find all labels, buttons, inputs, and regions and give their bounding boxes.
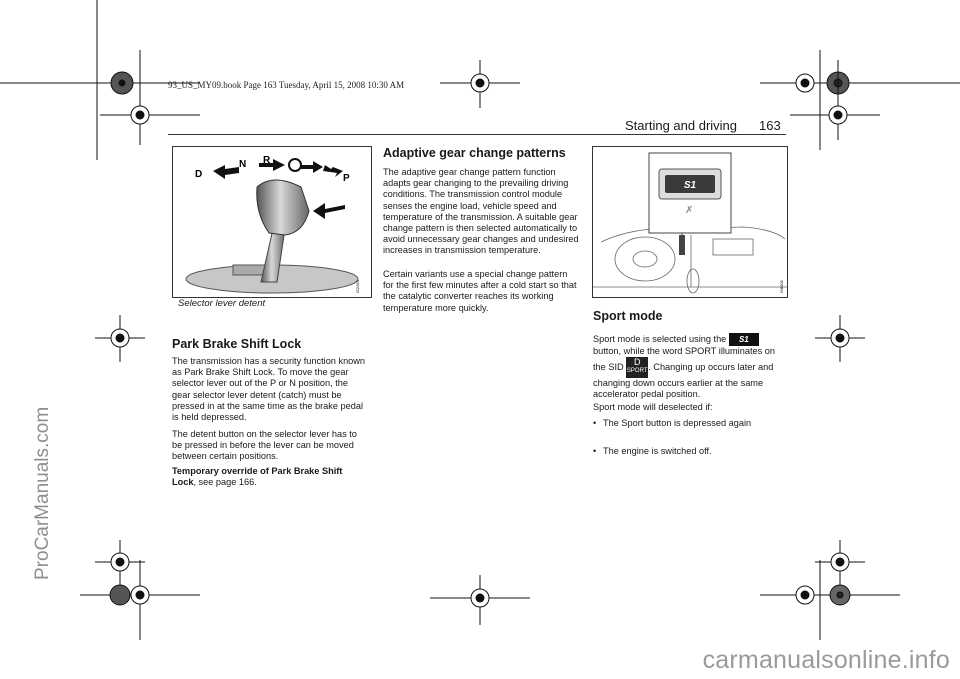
selector-lever-figure [172, 146, 372, 298]
side-watermark: ProCarManuals.com [32, 406, 53, 580]
header-rule [168, 134, 786, 135]
figure-code: IS2294 [355, 280, 360, 293]
sport-button-icon: S1 [729, 333, 759, 346]
adaptive-para-2: Certain variants use a special change pattern for the first few minutes after a cold start so that the catalytic converter reaches its working temperature more quickly. [383, 269, 577, 313]
heading-park-brake: Park Brake Shift Lock [172, 337, 302, 351]
heading-sport: Sport mode [593, 309, 663, 323]
park-para-2: The detent button on the selector lever has to be pressed in before the lever can be moved between certain positions. [172, 429, 357, 462]
list-item: • The Sport button is depressed again [593, 418, 793, 429]
park-para-3: Temporary override of Park Brake Shift Lock, see page 166. [172, 466, 343, 488]
book-line: 93_US_MY09.book Page 163 Tuesday, April 15, 2008 10:30 AM [168, 80, 405, 90]
sid-sport-icon: D SPORT [626, 357, 648, 378]
park-para-1: The transmission has a security function known as Park Brake Shift Lock. To move the gear selector lever out of the P or N position, the gear selector lever detent (catch) must be pressed in at the same time as the brake pedal is held depressed. [172, 356, 366, 423]
label-r: R [263, 155, 271, 166]
override-link: Temporary override of Park Brake Shift Lock [172, 466, 343, 488]
label-d: D [195, 169, 203, 180]
bottom-watermark: carmanualsonline.info [702, 646, 950, 674]
list-item: • The engine is switched off. [593, 446, 793, 457]
page-number: 163 [759, 118, 781, 133]
sport-para-2: Sport mode will deselected if: [593, 402, 713, 412]
dashboard-figure [592, 146, 788, 298]
gear-selector-illustration [173, 147, 371, 297]
page-header-title: Starting and driving [625, 118, 738, 133]
figure-code: IS8405 [779, 280, 784, 293]
dashboard-illustration [593, 147, 787, 297]
figure-caption: Selector lever detent [178, 298, 266, 309]
sport-button-figure-label: S1 [683, 180, 697, 191]
label-p: P [343, 173, 350, 184]
sport-para-1: Sport mode is selected using the S1 button, while the word SPORT illuminates on the SID D SPORT. Changing up occurs later and changing down occurs earlier at the same accelerator pedal position. [593, 333, 775, 400]
svg-text:✗: ✗ [685, 205, 694, 216]
label-n: N [239, 159, 247, 170]
adaptive-para-1: The adaptive gear change pattern function adapts gear changing to the prevailing driving conditions. The transmission control module senses the engine load, vehicle speed and temperature of the transmission. A suitable gear change pattern is then selected automatically to avoid unnecessary gear changes and undesired increases in transmission temperature. [383, 167, 579, 256]
heading-adaptive: Adaptive gear change patterns [383, 146, 566, 160]
